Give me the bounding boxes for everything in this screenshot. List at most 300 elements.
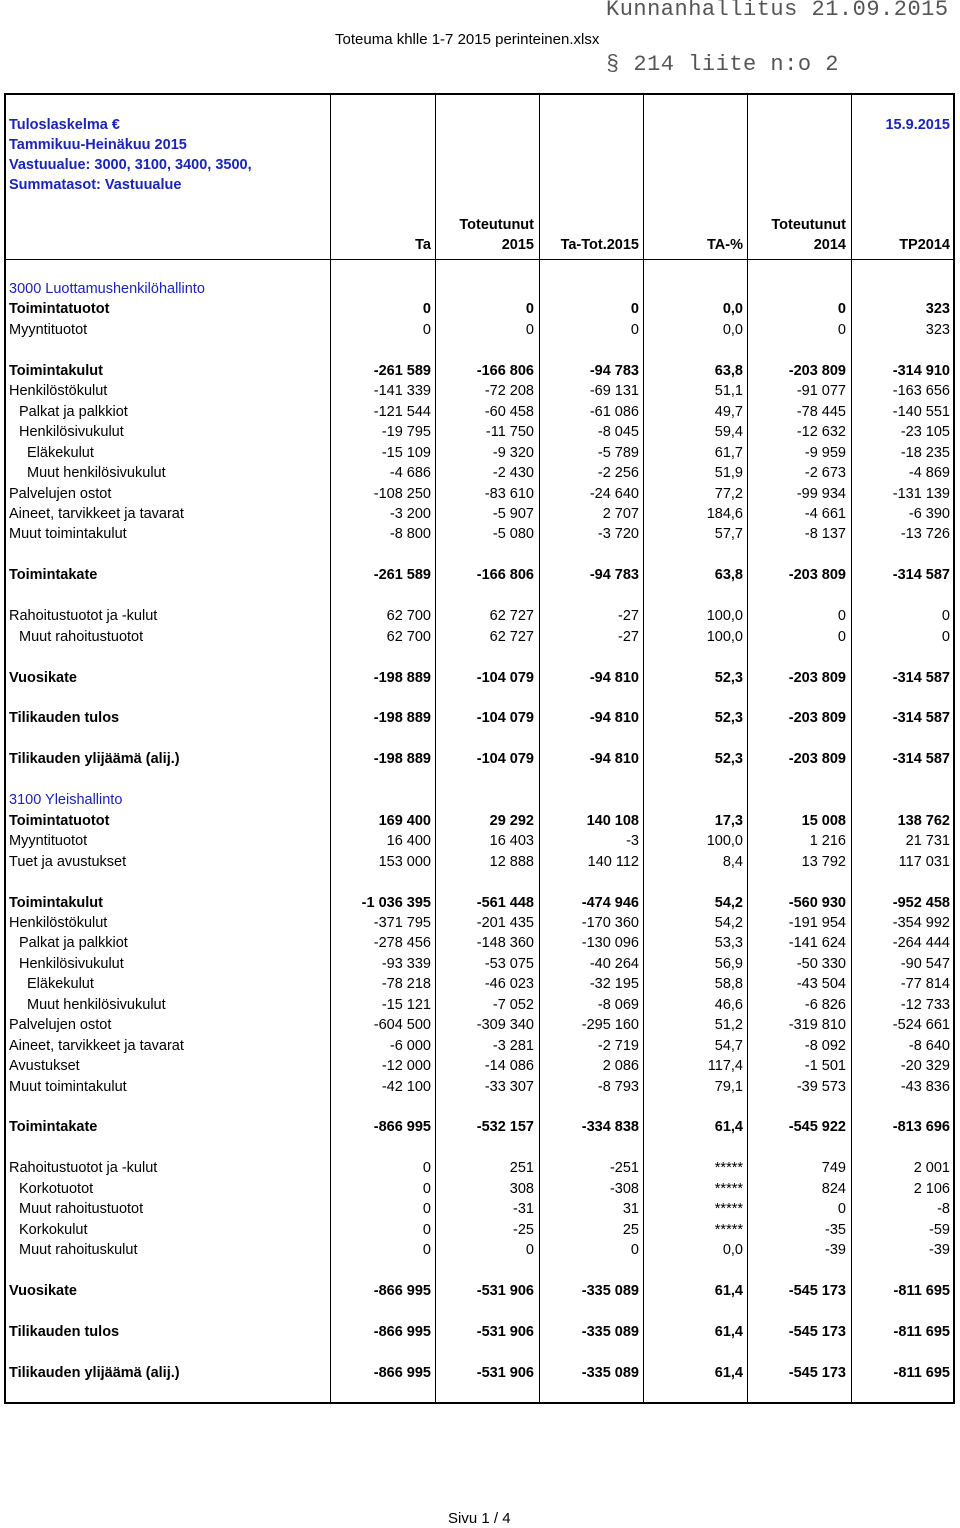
cell-value: 63,8 — [714, 567, 743, 584]
cell-value: 56,9 — [714, 955, 743, 972]
cell-value: -7 052 — [492, 996, 534, 1013]
cell-value: -319 810 — [788, 1017, 846, 1034]
row-label: Muut rahoitustuotot — [19, 628, 144, 645]
cell-value: -203 809 — [788, 567, 846, 584]
cell-value: -166 806 — [476, 362, 534, 379]
cell-value: -43 504 — [796, 976, 846, 993]
cell-value: 21 731 — [905, 833, 950, 850]
cell-value: 0 — [422, 1180, 431, 1197]
report-date: 15.9.2015 — [885, 117, 950, 133]
cell-value: -813 696 — [892, 1119, 950, 1136]
cell-value: -309 340 — [476, 1017, 534, 1034]
cell-value: -354 992 — [892, 914, 950, 931]
col-header-tot2014-line1: Toteutunut — [771, 217, 846, 233]
report-title: Tuloslaskelma € — [9, 117, 120, 133]
cell-value: -13 726 — [900, 526, 950, 543]
cell-value: -531 906 — [476, 1323, 534, 1340]
cell-value: -94 810 — [589, 751, 639, 768]
cell-value: -141 339 — [373, 383, 431, 400]
cell-value: 52,3 — [714, 669, 743, 686]
cell-value: -2 430 — [492, 465, 534, 482]
cell-value: -203 809 — [788, 710, 846, 727]
table-row — [6, 1077, 953, 1097]
cell-value: -35 — [825, 1221, 846, 1238]
cell-value: -4 661 — [804, 505, 846, 522]
spreadsheet — [4, 93, 955, 1404]
cell-value: -104 079 — [476, 751, 534, 768]
cell-value: 323 — [925, 321, 950, 338]
row-label: Vuosikate — [9, 1283, 77, 1300]
cell-value: 2 001 — [913, 1160, 950, 1177]
cell-value: 0 — [941, 628, 950, 645]
cell-value: 824 — [821, 1180, 846, 1197]
cell-value: 61,4 — [714, 1364, 743, 1381]
cell-value: 0 — [525, 301, 534, 318]
cell-value: -295 160 — [581, 1017, 639, 1034]
cell-value: 62 700 — [386, 608, 431, 625]
cell-value: -59 — [929, 1221, 950, 1238]
row-label: Palvelujen ostot — [9, 1017, 112, 1034]
cell-value: -866 995 — [373, 1119, 431, 1136]
grid-column-line — [643, 95, 644, 1402]
cell-value: 0 — [941, 608, 950, 625]
cell-value: -170 360 — [581, 914, 639, 931]
cell-value: 0 — [630, 1242, 639, 1259]
cell-value: -1 036 395 — [361, 894, 431, 911]
row-label: Palvelujen ostot — [9, 485, 112, 502]
cell-value: -83 610 — [484, 485, 534, 502]
cell-value: -5 907 — [492, 505, 534, 522]
grid-column-line — [851, 95, 852, 1402]
row-label: Vuosikate — [9, 669, 77, 686]
cell-value: -148 360 — [476, 935, 534, 952]
cell-value: 153 000 — [378, 853, 431, 870]
cell-value: -866 995 — [373, 1323, 431, 1340]
table-row — [6, 811, 953, 831]
table-row — [6, 933, 953, 953]
cell-value: -314 587 — [892, 751, 950, 768]
cell-value: -4 869 — [908, 465, 950, 482]
cell-value: 16 400 — [386, 833, 431, 850]
cell-value: 140 108 — [586, 812, 639, 829]
row-label: Tilikauden tulos — [9, 1323, 120, 1340]
cell-value: -3 281 — [492, 1037, 534, 1054]
cell-value: 117 031 — [898, 853, 950, 870]
cell-value: -104 079 — [476, 669, 534, 686]
cell-value: -69 131 — [589, 383, 639, 400]
cell-value: 0 — [525, 321, 534, 338]
cell-value: -866 995 — [373, 1283, 431, 1300]
row-label: Rahoitustuotot ja -kulut — [9, 608, 158, 625]
cell-value: -78 445 — [796, 403, 846, 420]
cell-value: -9 959 — [804, 444, 846, 461]
row-label: Toimintatuotot — [9, 812, 110, 829]
row-label: Muut henkilösivukulut — [27, 996, 166, 1013]
table-row — [6, 381, 953, 401]
cell-value: -42 100 — [381, 1078, 431, 1095]
cell-value: -2 256 — [597, 465, 639, 482]
table-row — [6, 1240, 953, 1260]
cell-value: -9 320 — [492, 444, 534, 461]
cell-value: 61,7 — [714, 444, 743, 461]
cell-value: 46,6 — [714, 996, 743, 1013]
cell-value: -8 793 — [597, 1078, 639, 1095]
cell-value: 140 112 — [587, 853, 639, 870]
cell-value: -94 810 — [589, 710, 639, 727]
cell-value: 169 400 — [378, 812, 431, 829]
table-row — [6, 749, 953, 769]
table-row — [6, 708, 953, 728]
table-row — [6, 361, 953, 381]
section-title: 3000 Luottamushenkilöhallinto — [9, 281, 205, 297]
cell-value: 100,0 — [706, 833, 743, 850]
table-row — [6, 668, 953, 688]
row-label: Korkokulut — [19, 1221, 88, 1238]
cell-value: 52,3 — [714, 710, 743, 727]
cell-value: -61 086 — [589, 403, 639, 420]
cell-value: -191 954 — [788, 914, 846, 931]
grid-column-line — [539, 95, 540, 1402]
cell-value: 0 — [422, 1160, 431, 1177]
cell-value: 58,8 — [714, 976, 743, 993]
cell-value: -25 — [513, 1221, 534, 1238]
appendix-stamp: § 214 liite n:o 2 — [606, 52, 839, 77]
cell-value: -24 640 — [589, 485, 639, 502]
cell-value: 0,0 — [722, 1242, 743, 1259]
cell-value: -20 329 — [900, 1058, 950, 1075]
cell-value: -23 105 — [900, 424, 950, 441]
row-label: Palkat ja palkkiot — [19, 935, 128, 952]
cell-value: -314 587 — [892, 669, 950, 686]
cell-value: -131 139 — [892, 485, 950, 502]
cell-value: -94 783 — [589, 362, 639, 379]
row-label: Toimintatuotot — [9, 301, 110, 318]
row-label: Eläkekulut — [27, 444, 94, 461]
cell-value: 0 — [837, 321, 846, 338]
table-row — [6, 893, 953, 913]
cell-value: -203 809 — [788, 751, 846, 768]
table-row — [6, 484, 953, 504]
cell-value: -72 208 — [484, 383, 534, 400]
cell-value: 251 — [509, 1160, 534, 1177]
cell-value: -32 195 — [589, 976, 639, 993]
cell-value: -27 — [618, 608, 639, 625]
cell-value: -43 836 — [900, 1078, 950, 1095]
cell-value: -3 200 — [389, 505, 431, 522]
cell-value: ***** — [714, 1221, 743, 1238]
table-row — [6, 1199, 953, 1219]
row-label: Muut toimintakulut — [9, 526, 127, 543]
table-row — [6, 1281, 953, 1301]
row-label: Henkilösivukulut — [19, 955, 124, 972]
table-row — [6, 504, 953, 524]
cell-value: -261 589 — [373, 567, 431, 584]
row-label: Toimintakulut — [9, 362, 103, 379]
cell-value: -31 — [513, 1201, 534, 1218]
cell-value: -8 137 — [804, 526, 846, 543]
table-row — [6, 606, 953, 626]
cell-value: -545 173 — [788, 1323, 846, 1340]
cell-value: -561 448 — [476, 894, 534, 911]
grid-column-line — [435, 95, 436, 1402]
cell-value: -6 000 — [389, 1037, 431, 1054]
cell-value: 0 — [422, 321, 431, 338]
table-row — [6, 790, 953, 810]
cell-value: 31 — [622, 1201, 639, 1218]
table-row — [6, 1117, 953, 1137]
cell-value: 12 888 — [489, 853, 534, 870]
cell-value: 117,4 — [707, 1058, 743, 1075]
cell-value: -99 934 — [796, 485, 846, 502]
cell-value: 0 — [837, 301, 846, 318]
cell-value: 0 — [422, 1221, 431, 1238]
cell-value: 0 — [837, 1201, 846, 1218]
cell-value: -94 810 — [589, 669, 639, 686]
row-label: Myyntituotot — [9, 321, 88, 338]
col-header-pct: TA-% — [707, 237, 743, 253]
col-header-diff: Ta-Tot.2015 — [560, 237, 639, 253]
row-label: Aineet, tarvikkeet ja tavarat — [9, 505, 184, 522]
cell-value: 54,2 — [714, 894, 743, 911]
table-row — [6, 402, 953, 422]
cell-value: -371 795 — [373, 914, 431, 931]
row-label: Eläkekulut — [27, 976, 94, 993]
cell-value: -121 544 — [373, 403, 431, 420]
cell-value: -40 264 — [589, 955, 639, 972]
cell-value: -19 795 — [381, 424, 431, 441]
row-label: Palkat ja palkkiot — [19, 403, 128, 420]
cell-value: 0 — [422, 1201, 431, 1218]
cell-value: -14 086 — [484, 1058, 534, 1075]
section-title: 3100 Yleishallinto — [9, 792, 123, 809]
table-row — [6, 279, 953, 299]
cell-value: 57,7 — [714, 526, 743, 543]
cell-value: -108 250 — [373, 485, 431, 502]
cell-value: 2 086 — [602, 1058, 639, 1075]
cell-value: -531 906 — [476, 1283, 534, 1300]
table-row — [6, 913, 953, 933]
table-row — [6, 1036, 953, 1056]
cell-value: -8 069 — [597, 996, 639, 1013]
cell-value: 0,0 — [722, 321, 743, 338]
cell-value: 100,0 — [706, 608, 743, 625]
cell-value: 51,9 — [714, 465, 743, 482]
cell-value: 59,4 — [714, 424, 743, 441]
header-divider — [6, 259, 953, 260]
row-label: Aineet, tarvikkeet ja tavarat — [9, 1037, 184, 1054]
cell-value: -3 720 — [597, 526, 639, 543]
cell-value: -5 789 — [597, 444, 639, 461]
cell-value: -130 096 — [581, 935, 639, 952]
cell-value: -278 456 — [373, 935, 431, 952]
cell-value: -866 995 — [373, 1364, 431, 1381]
cell-value: -334 838 — [581, 1119, 639, 1136]
col-header-tot2015-line2: 2015 — [501, 237, 534, 253]
col-header-tot2014-line2: 2014 — [813, 237, 846, 253]
row-label: Tilikauden tulos — [9, 710, 120, 727]
cell-value: 15 008 — [801, 812, 846, 829]
cell-value: 54,2 — [714, 914, 743, 931]
cell-value: 62 727 — [489, 628, 534, 645]
table-row — [6, 1056, 953, 1076]
row-label: Muut henkilösivukulut — [27, 465, 166, 482]
cell-value: -264 444 — [892, 935, 950, 952]
cell-value: -104 079 — [476, 710, 534, 727]
cell-value: -811 695 — [893, 1283, 950, 1300]
cell-value: -6 826 — [804, 996, 846, 1013]
cell-value: -545 922 — [788, 1119, 846, 1136]
table-row — [6, 852, 953, 872]
cell-value: -50 330 — [796, 955, 846, 972]
grid-column-line — [747, 95, 748, 1402]
cell-value: 62 700 — [386, 628, 431, 645]
row-label: Muut rahoituskulut — [19, 1242, 138, 1259]
cell-value: -12 632 — [796, 424, 846, 441]
cell-value: 323 — [925, 301, 950, 318]
row-label: Toimintakate — [9, 1119, 98, 1136]
cell-value: -33 307 — [484, 1078, 534, 1095]
cell-value: -15 121 — [381, 996, 431, 1013]
table-row — [6, 320, 953, 340]
cell-value: 61,4 — [714, 1323, 743, 1340]
row-label: Tuet ja avustukset — [9, 853, 127, 870]
cell-value: -203 809 — [788, 669, 846, 686]
cell-value: -166 806 — [476, 567, 534, 584]
cell-value: 0 — [525, 1242, 534, 1259]
cell-value: 749 — [821, 1160, 846, 1177]
cell-value: -2 673 — [804, 465, 846, 482]
col-header-tp2014: TP2014 — [899, 237, 950, 253]
cell-value: -39 573 — [796, 1078, 846, 1095]
cell-value: -604 500 — [373, 1017, 431, 1034]
row-label: Muut toimintakulut — [9, 1078, 127, 1095]
cell-value: 0,0 — [722, 301, 743, 318]
cell-value: -198 889 — [373, 751, 431, 768]
cell-value: -93 339 — [381, 955, 431, 972]
cell-value: ***** — [714, 1180, 743, 1197]
cell-value: -261 589 — [373, 362, 431, 379]
cell-value: -39 — [825, 1242, 846, 1259]
cell-value: 13 792 — [801, 853, 846, 870]
cell-value: -60 458 — [484, 403, 534, 420]
cell-value: 54,7 — [714, 1037, 743, 1054]
cell-value: -2 719 — [597, 1037, 639, 1054]
cell-value: -163 656 — [892, 383, 950, 400]
cell-value: 184,6 — [706, 505, 743, 522]
cell-value: 17,3 — [714, 812, 743, 829]
cell-value: 16 403 — [489, 833, 534, 850]
row-label: Avustukset — [9, 1058, 80, 1075]
report-levels: Summatasot: Vastuualue — [9, 177, 182, 193]
cell-value: 0 — [837, 608, 846, 625]
table-row — [6, 627, 953, 647]
report-units: Vastuualue: 3000, 3100, 3400, 3500, — [9, 157, 252, 173]
cell-value: -335 089 — [581, 1364, 639, 1381]
cell-value: -91 077 — [796, 383, 846, 400]
cell-value: -198 889 — [373, 669, 431, 686]
row-label: Toimintakulut — [9, 894, 103, 911]
cell-value: 138 762 — [897, 812, 950, 829]
grid-column-line — [330, 95, 331, 1402]
cell-value: -3 — [626, 833, 639, 850]
row-label: Korkotuotot — [19, 1180, 94, 1197]
cell-value: -532 157 — [476, 1119, 534, 1136]
cell-value: -4 686 — [389, 465, 431, 482]
row-label: Toimintakate — [9, 567, 98, 584]
cell-value: 0 — [630, 301, 639, 318]
cell-value: 51,1 — [714, 383, 743, 400]
cell-value: -94 783 — [589, 567, 639, 584]
cell-value: -39 — [929, 1242, 950, 1259]
cell-value: 100,0 — [706, 628, 743, 645]
cell-value: 0 — [422, 301, 431, 318]
table-row — [6, 1363, 953, 1383]
file-name: Toteuma khlle 1-7 2015 perinteinen.xlsx — [335, 31, 600, 48]
cell-value: -12 733 — [900, 996, 950, 1013]
meeting-stamp: Kunnanhallitus 21.09.2015 — [606, 0, 949, 22]
col-header-tot2015-line1: Toteutunut — [459, 217, 534, 233]
cell-value: 8,4 — [722, 853, 743, 870]
table-row — [6, 1322, 953, 1342]
cell-value: -314 910 — [892, 362, 950, 379]
row-label: Tilikauden ylijäämä (alij.) — [9, 751, 180, 768]
row-label: Rahoitustuotot ja -kulut — [9, 1160, 158, 1177]
row-label: Henkilöstökulut — [9, 914, 108, 931]
cell-value: 61,4 — [714, 1283, 743, 1300]
cell-value: -90 547 — [900, 955, 950, 972]
cell-value: -27 — [618, 628, 639, 645]
table-row — [6, 524, 953, 544]
cell-value: -811 695 — [893, 1323, 950, 1340]
cell-value: -140 551 — [892, 403, 950, 420]
report-period: Tammikuu-Heinäkuu 2015 — [9, 137, 187, 153]
cell-value: -141 624 — [788, 935, 846, 952]
table-row — [6, 1015, 953, 1035]
cell-value: 308 — [509, 1180, 534, 1197]
cell-value: 0 — [630, 321, 639, 338]
table-row — [6, 299, 953, 319]
cell-value: 2 707 — [602, 505, 639, 522]
cell-value: -811 695 — [893, 1364, 950, 1381]
cell-value: 1 216 — [809, 833, 846, 850]
cell-value: -203 809 — [788, 362, 846, 379]
table-row — [6, 831, 953, 851]
cell-value: -11 750 — [485, 424, 534, 441]
cell-value: -18 235 — [900, 444, 950, 461]
table-row — [6, 463, 953, 483]
cell-value: -5 080 — [492, 526, 534, 543]
cell-value: ***** — [714, 1201, 743, 1218]
cell-value: -531 906 — [476, 1364, 534, 1381]
cell-value: 79,1 — [714, 1078, 743, 1095]
cell-value: -53 075 — [484, 955, 534, 972]
row-label: Muut rahoitustuotot — [19, 1201, 144, 1218]
cell-value: 25 — [622, 1221, 639, 1238]
cell-value: 49,7 — [714, 403, 743, 420]
row-label: Tilikauden ylijäämä (alij.) — [9, 1364, 180, 1381]
col-header-ta: Ta — [415, 237, 431, 253]
cell-value: -1 501 — [804, 1058, 846, 1075]
cell-value: -15 109 — [381, 444, 431, 461]
table-row — [6, 1179, 953, 1199]
cell-value: -545 173 — [788, 1283, 846, 1300]
table-row — [6, 443, 953, 463]
cell-value: 0 — [837, 628, 846, 645]
cell-value: -198 889 — [373, 710, 431, 727]
cell-value: -251 — [609, 1160, 639, 1177]
row-label: Myyntituotot — [9, 833, 88, 850]
cell-value: -6 390 — [908, 505, 950, 522]
